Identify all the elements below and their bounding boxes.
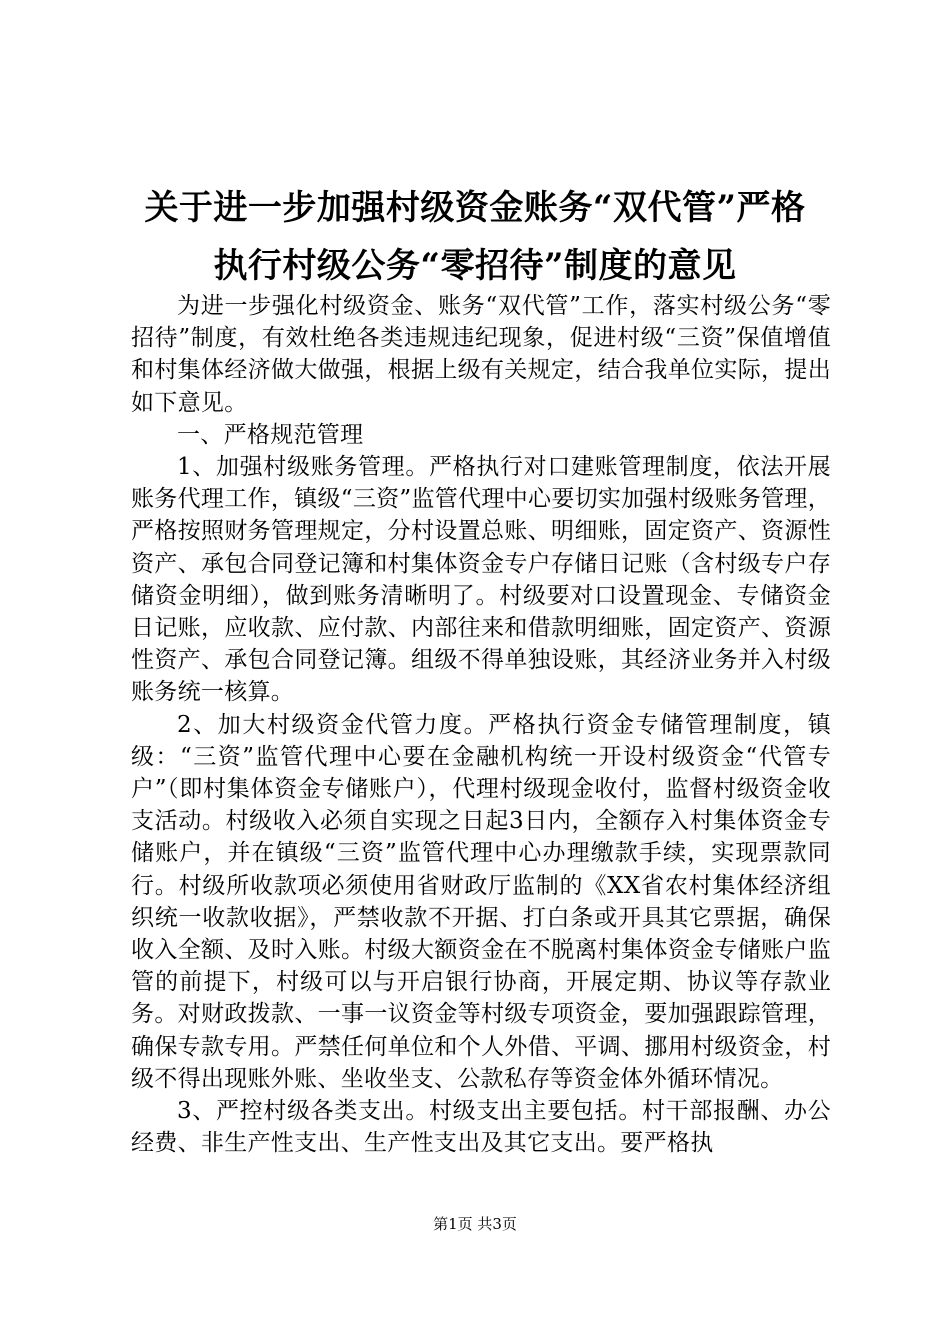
document-body — [131, 290, 831, 1159]
document-title-line-2: 执行村级公务“零招待”制度的意见 — [213, 246, 737, 286]
intro-paragraph: 为进一步强化村级资金、账务“双代管”工作，落实村级公务“零招待”制度，有效杜绝各类违规违纪现象，促进村级“三资”保值增值和村集体经济做大做强，根据上级有关规定，结合我单位实际，提出如下意见。 — [131, 293, 831, 416]
page-number-footer: 第1页 共3页 — [433, 1215, 517, 1233]
body-paragraph: 1、加强村级账务管理。严格执行对口建账管理制度，依法开展账务代理工作，镇级“三资”监管代理中心要切实加强村级账务管理，严格按照财务管理规定，分村设置总账、明细账，固定资产、资源性资产、承包合同登记簿和村集体资金专户存储日记账（含村级专户存储资金明细），做到账务清晰明了。村级要对口设置现金、专储资金日记账，应收款、应付款、内部往来和借款明细账，固定资产、资源性资产、承包合同登记簿。组级不得单独设账，其经济业务并入村级账务统一核算。 — [131, 454, 831, 706]
section-heading: 一、严格规范管理 — [177, 421, 364, 448]
body-paragraph: 2、加大村级资金代管力度。严格执行资金专储管理制度，镇级：“三资”监管代理中心要在金融机构统一开设村级资金“代管专户”（即村集体资金专储账户），代理村级现金收付，监督村级资金收支活动。村级收入必须自实现之日起3日内，全额存入村集体资金专储账户，并在镇级“三资”监管代理中心办理缴款手续，实现票款同行。村级所收款项必须使用省财政厅监制的《XX省农村集体经济组织统一收款收据》，严禁收款不开据、打白条或开具其它票据，确保收入全额、及时入账。村级大额资金在不脱离村集体资金专储账户监管的前提下，村级可以与开启银行协商，开展定期、协议等存款业务。对财政拨款、一事一议资金等村级专项资金，要加强跟踪管理，确保专款专用。严禁任何单位和个人外借、平调、挪用村级资金，村级不得出现账外账、坐收坐支、公款私存等资金体外循环情况。 — [131, 711, 831, 1092]
document-title-line-1: 关于进一步加强村级资金账务“双代管”严格 — [144, 188, 806, 228]
body-paragraph: 3、严控村级各类支出。村级支出主要包括。村干部报酬、办公经费、非生产性支出、生产性支出及其它支出。要严格执 — [131, 1098, 831, 1157]
